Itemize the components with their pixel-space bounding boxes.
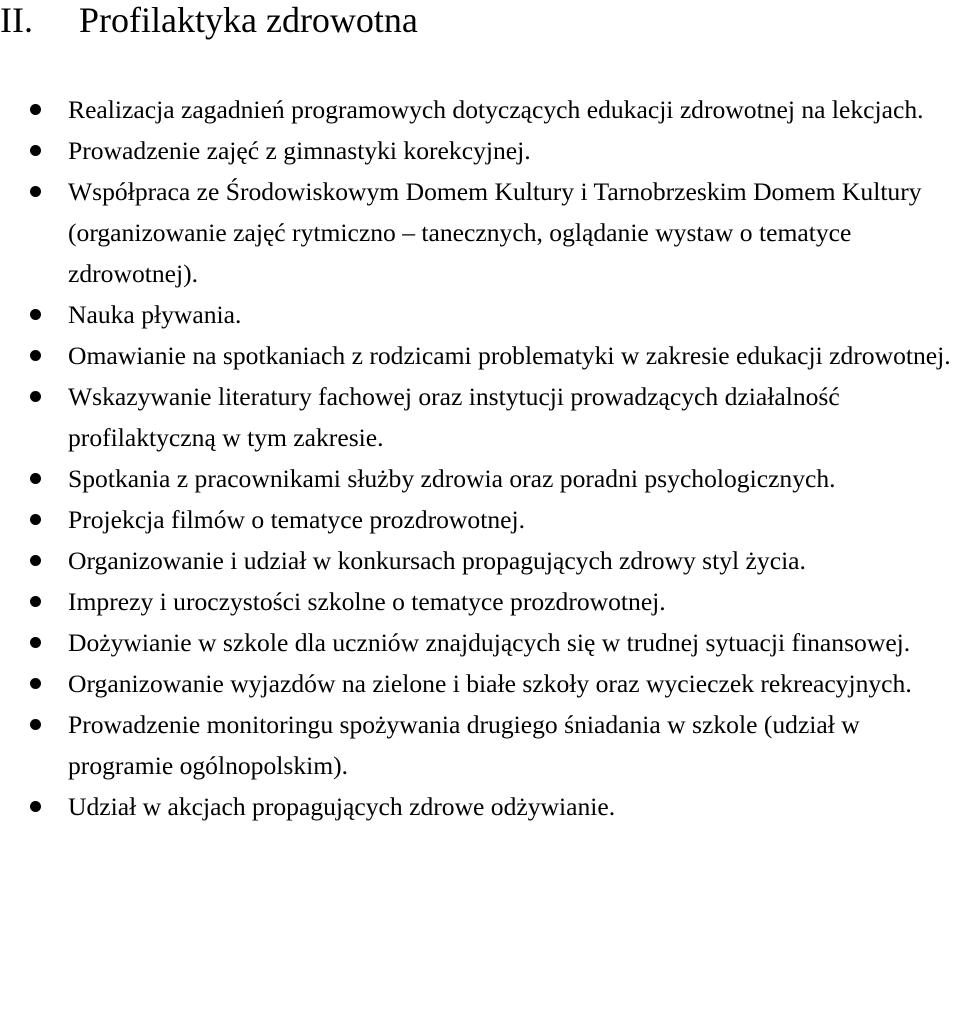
list-item-text: Omawianie na spotkaniach z rodzicami problematyki w zakresie edukacji zdrowotnej. [68,341,951,370]
bullet-list [0,89,960,827]
list-item [0,663,960,704]
list-item-text: Prowadzenie zajęć z gimnastyki korekcyjnej. [68,136,531,165]
section-title: Profilaktyka zdrowotna [79,0,418,40]
list-item [0,171,960,294]
list-item-text: Organizowanie wyjazdów na zielone i białe szkoły oraz wycieczek rekreacyjnych. [68,669,912,698]
list-item [0,786,960,827]
list-item [0,376,960,458]
list-item-text: Spotkania z pracownikami służby zdrowia oraz poradni psychologicznych. [68,464,836,493]
list-item [0,581,960,622]
list-item-text: Udział w akcjach propagujących zdrowe odżywianie. [68,792,616,821]
bullet-icon [30,678,41,689]
bullet-icon [30,719,41,730]
list-item-text: Imprezy i uroczystości szkolne o tematyce prozdrowotnej. [68,587,666,616]
bullet-icon [30,186,41,197]
list-item [0,622,960,663]
list-item-text: Nauka pływania. [68,300,242,329]
list-item-text: Współpraca ze Środowiskowym Domem Kultury i Tarnobrzeskim Domem Kultury (organizowanie zajęć rytmiczno – tanecznych, oglądanie wystaw o tematyce zdrowotnej). [68,177,922,288]
list-item [0,130,960,171]
list-item-text: Dożywianie w szkole dla uczniów znajdujących się w trudnej sytuacji finansowej. [68,628,911,657]
list-item [0,704,960,786]
list-item [0,335,960,376]
list-item [0,540,960,581]
bullet-icon [30,350,41,361]
bullet-icon [30,637,41,648]
bullet-icon [30,514,41,525]
bullet-icon [30,555,41,566]
bullet-icon [30,801,41,812]
bullet-icon [30,104,41,115]
list-item [0,499,960,540]
bullet-icon [30,309,41,320]
list-item-text: Realizacja zagadnień programowych dotyczących edukacji zdrowotnej na lekcjach. [68,95,924,124]
list-item [0,458,960,499]
bullet-icon [30,473,41,484]
list-item-text: Prowadzenie monitoringu spożywania drugiego śniadania w szkole (udział w programie ogólnopolskim). [68,710,860,780]
list-item [0,294,960,335]
list-item-text: Organizowanie i udział w konkursach propagujących zdrowy styl życia. [68,546,806,575]
section-number: II. [0,0,33,40]
section-heading [0,0,418,40]
bullet-icon [30,596,41,607]
bullet-icon [30,391,41,402]
list-item-text: Projekcja filmów o tematyce prozdrowotnej. [68,505,525,534]
bullet-icon [30,145,41,156]
list-item-text: Wskazywanie literatury fachowej oraz instytucji prowadzących działalność profilaktyczną w tym zakresie. [68,382,840,452]
list-item [0,89,960,130]
